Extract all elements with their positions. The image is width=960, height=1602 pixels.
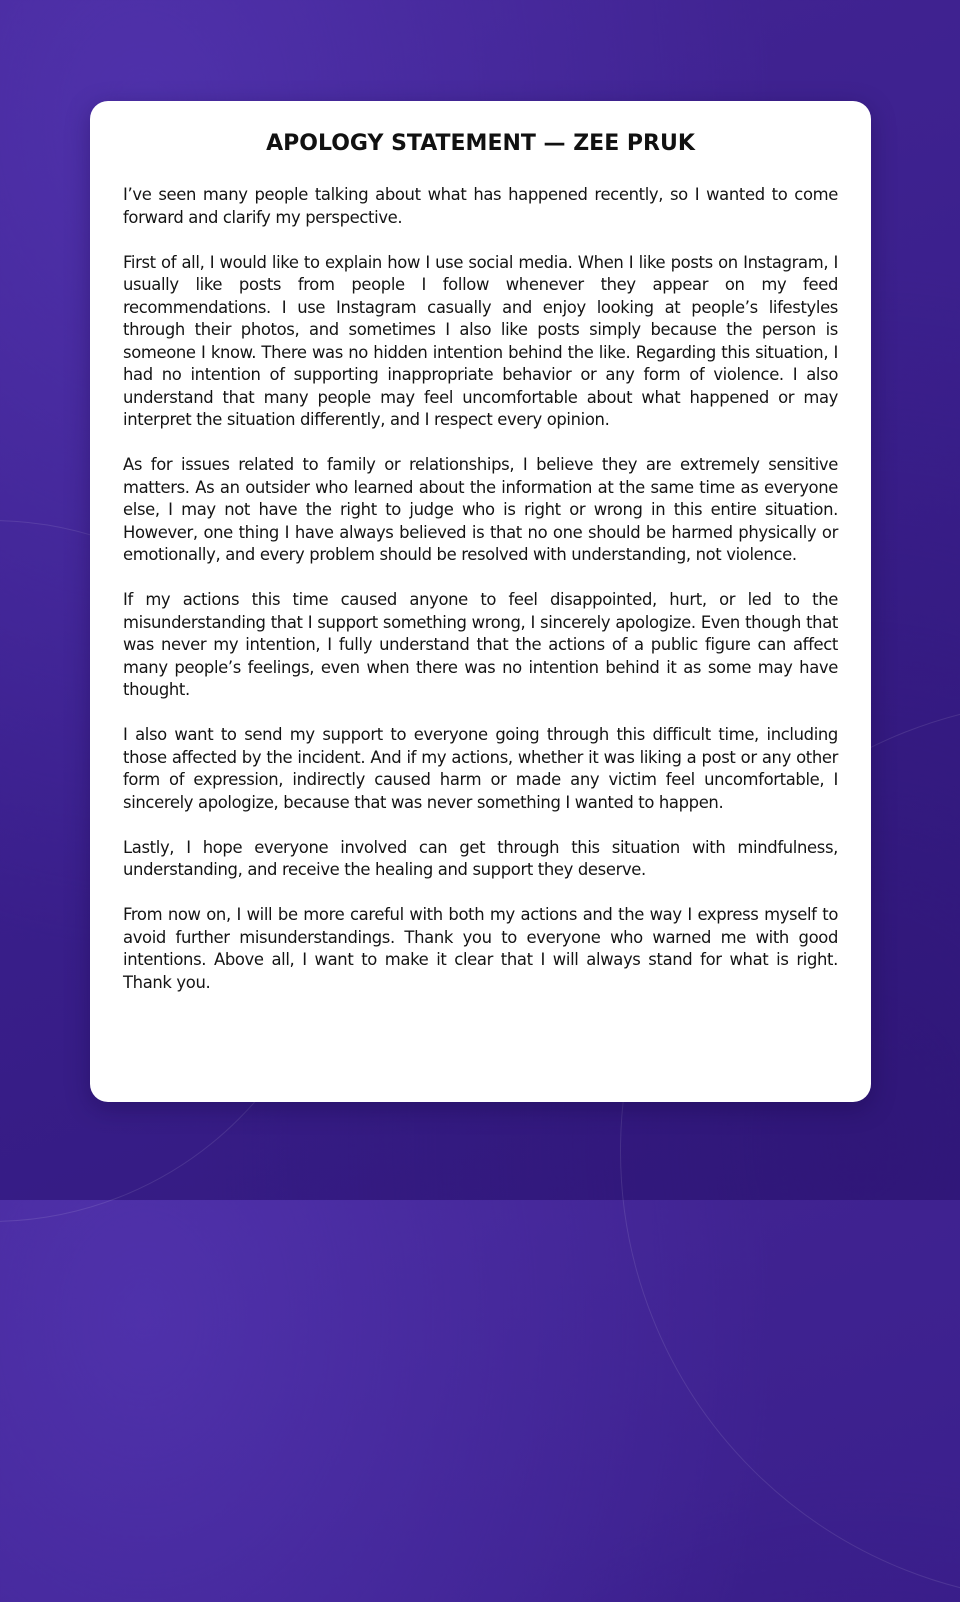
statement-card — [90, 101, 871, 1102]
statement-paragraph-4: If my actions this time caused anyone to feel disappointed, hurt, or led to the misunderstanding that I support something wrong, I sincerely apologize. Even though that was never my intention, I fully understand that the actions of a public figure can affect many people’s feelings, even when there was no intention behind it as some may have thought. — [123, 590, 838, 699]
statement-paragraph-5: I also want to send my support to everyone going through this difficult time, including those affected by the incident. And if my actions, whether it was liking a post or any other form of expression, indirectly caused harm or made any victim feel uncomfortable, I sincerely apologize, because that was never something I wanted to happen. — [123, 725, 838, 812]
statement-paragraph-3: As for issues related to family or relationships, I believe they are extremely sensitive matters. As an outsider who learned about the information at the same time as everyone else, I may not have the right to judge who is right or wrong in this entire situation. However, one thing I have always believed is that no one should be harmed physically or emotionally, and every problem should be resolved with understanding, not violence. — [123, 455, 838, 564]
statement-title: APOLOGY STATEMENT — ZEE PRUK — [266, 131, 695, 156]
statement-paragraph-6: Lastly, I hope everyone involved can get through this situation with mindfulness, understanding, and receive the healing and support they deserve. — [123, 837, 838, 879]
statement-paragraph-1: I’ve seen many people talking about what has happened recently, so I wanted to come forward and clarify my perspective. — [123, 185, 838, 227]
statement-paragraph-7: From now on, I will be more careful with both my actions and the way I express myself to avoid further misunderstandings. Thank you to everyone who warned me with good intentions. Above all, I want to make it clear that I will always stand for what is right. Thank you. — [123, 905, 838, 992]
statement-paragraph-2: First of all, I would like to explain how I use social media. When I like posts on Instagram, I usually like posts from people I follow whenever they appear on my feed recommendations. I use Instagram casually and enjoy looking at people’s lifestyles through their photos, and sometimes I also like posts simply because the person is someone I know. There was no hidden intention behind the like. Regarding this situation, I had no intention of supporting inappropriate behavior or any form of violence. I also understand that many people may feel uncomfortable about what happened or may interpret the situation differently, and I respect every opinion. — [123, 252, 838, 429]
